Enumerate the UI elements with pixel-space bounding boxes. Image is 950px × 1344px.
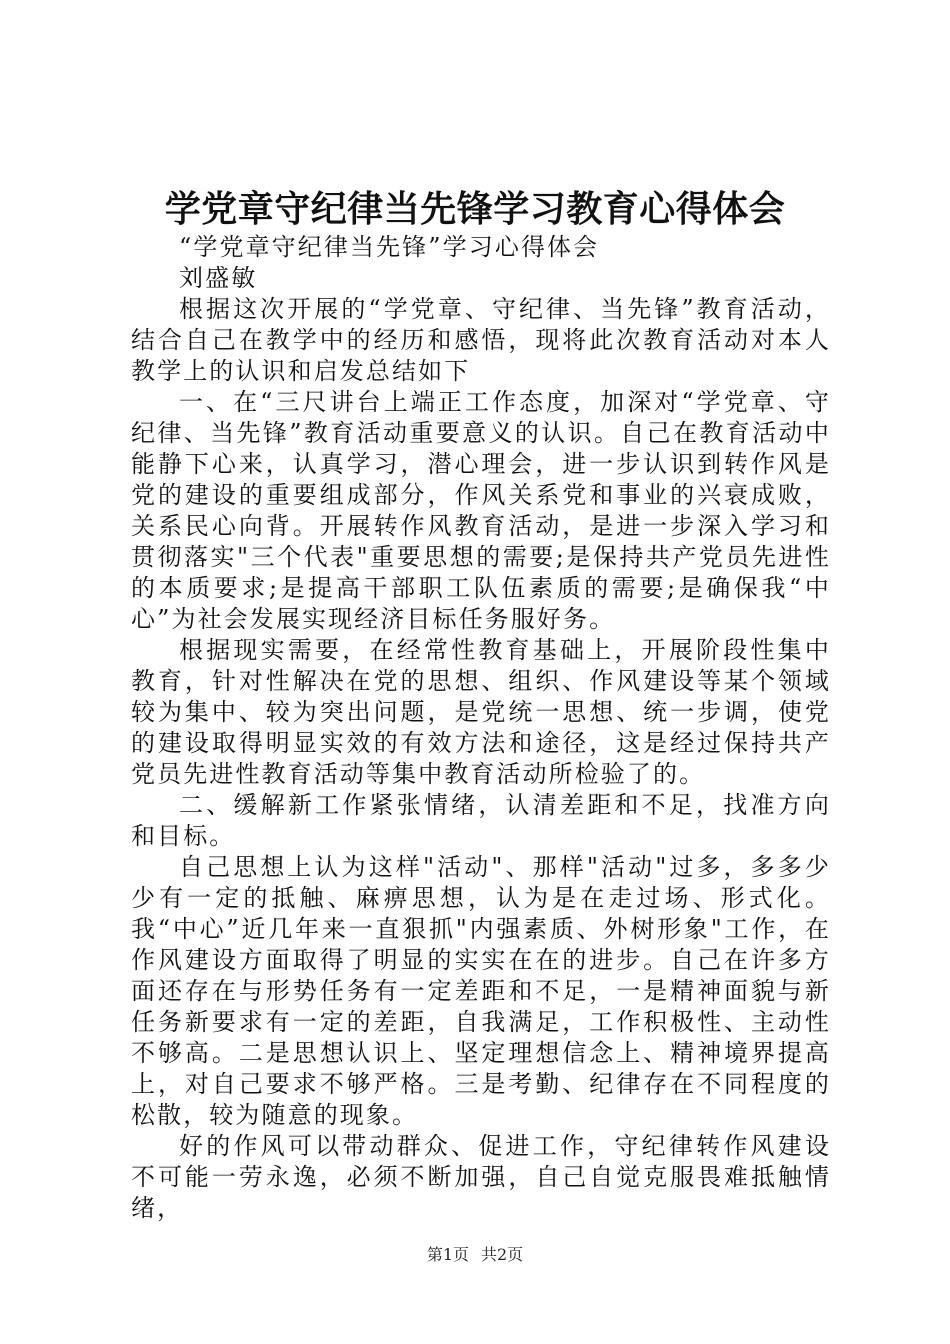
page-number: 第1页	[426, 1245, 469, 1264]
paragraph: 根据这次开展的“学党章、守纪律、当先锋”教育活动，结合自己在教学中的经历和感悟，现将此次教育活动对本人教学上的认识和启发总结如下	[131, 295, 831, 385]
page-total: 共2页	[481, 1245, 524, 1264]
paragraph: 根据现实需要，在经常性教育基础上，开展阶段性集中教育，针对性解决在党的思想、组织、作风建设等某个领域较为集中、较为突出问题，是党统一思想、统一步调，使党的建设取得明显实效的有效方法和途径，这是经过保持共产党员先进性教育活动等集中教育活动所检验了的。	[131, 636, 831, 788]
paragraph: 自己思想上认为这样"活动"、那样"活动"过多，多多少少有一定的抵触、麻痹思想，认为是在走过场、形式化。我“中心”近几年来一直狠抓"内强素质、外树形象"工作，在作风建设方面取得了明显的实实在在的进步。自己在许多方面还存在与形势任务有一定差距和不足，一是精神面貌与新任务新要求有一定的差距，自我满足，工作积极性、主动性不够高。二是思想认识上、坚定理想信念上、精神境界提高上，对自己要求不够严格。三是考勤、纪律存在不同程度的松散，较为随意的现象。	[131, 853, 831, 1129]
paragraph: 好的作风可以带动群众、促进工作，守纪律转作风建设不可能一劳永逸，必须不断加强，自己自觉克服畏难抵触情绪，	[131, 1132, 831, 1222]
document-subtitle: “学党章守纪律当先锋”学习心得体会	[179, 233, 600, 261]
document-body	[131, 232, 831, 1224]
document-author: 刘盛敏	[179, 264, 258, 292]
page-footer	[0, 1245, 950, 1265]
paragraph: 二、缓解新工作紧张情绪，认清差距和不足，找准方向和目标。	[131, 791, 831, 850]
document-title: 学党章守纪律当先锋学习教育心得体会	[164, 189, 786, 230]
paragraph: 一、在“三尺讲台上端正工作态度，加深对“学党章、守纪律、当先锋”教育活动重要意义的认识。自己在教育活动中能静下心来，认真学习，潜心理会，进一步认识到转作风是党的建设的重要组成部分，作风关系党和事业的兴衰成败，关系民心向背。开展转作风教育活动，是进一步深入学习和贯彻落实"三个代表"重要思想的需要;是保持共产党员先进性的本质要求;是提高干部职工队伍素质的需要;是确保我“中心”为社会发展实现经济目标任务服好务。	[131, 388, 831, 633]
